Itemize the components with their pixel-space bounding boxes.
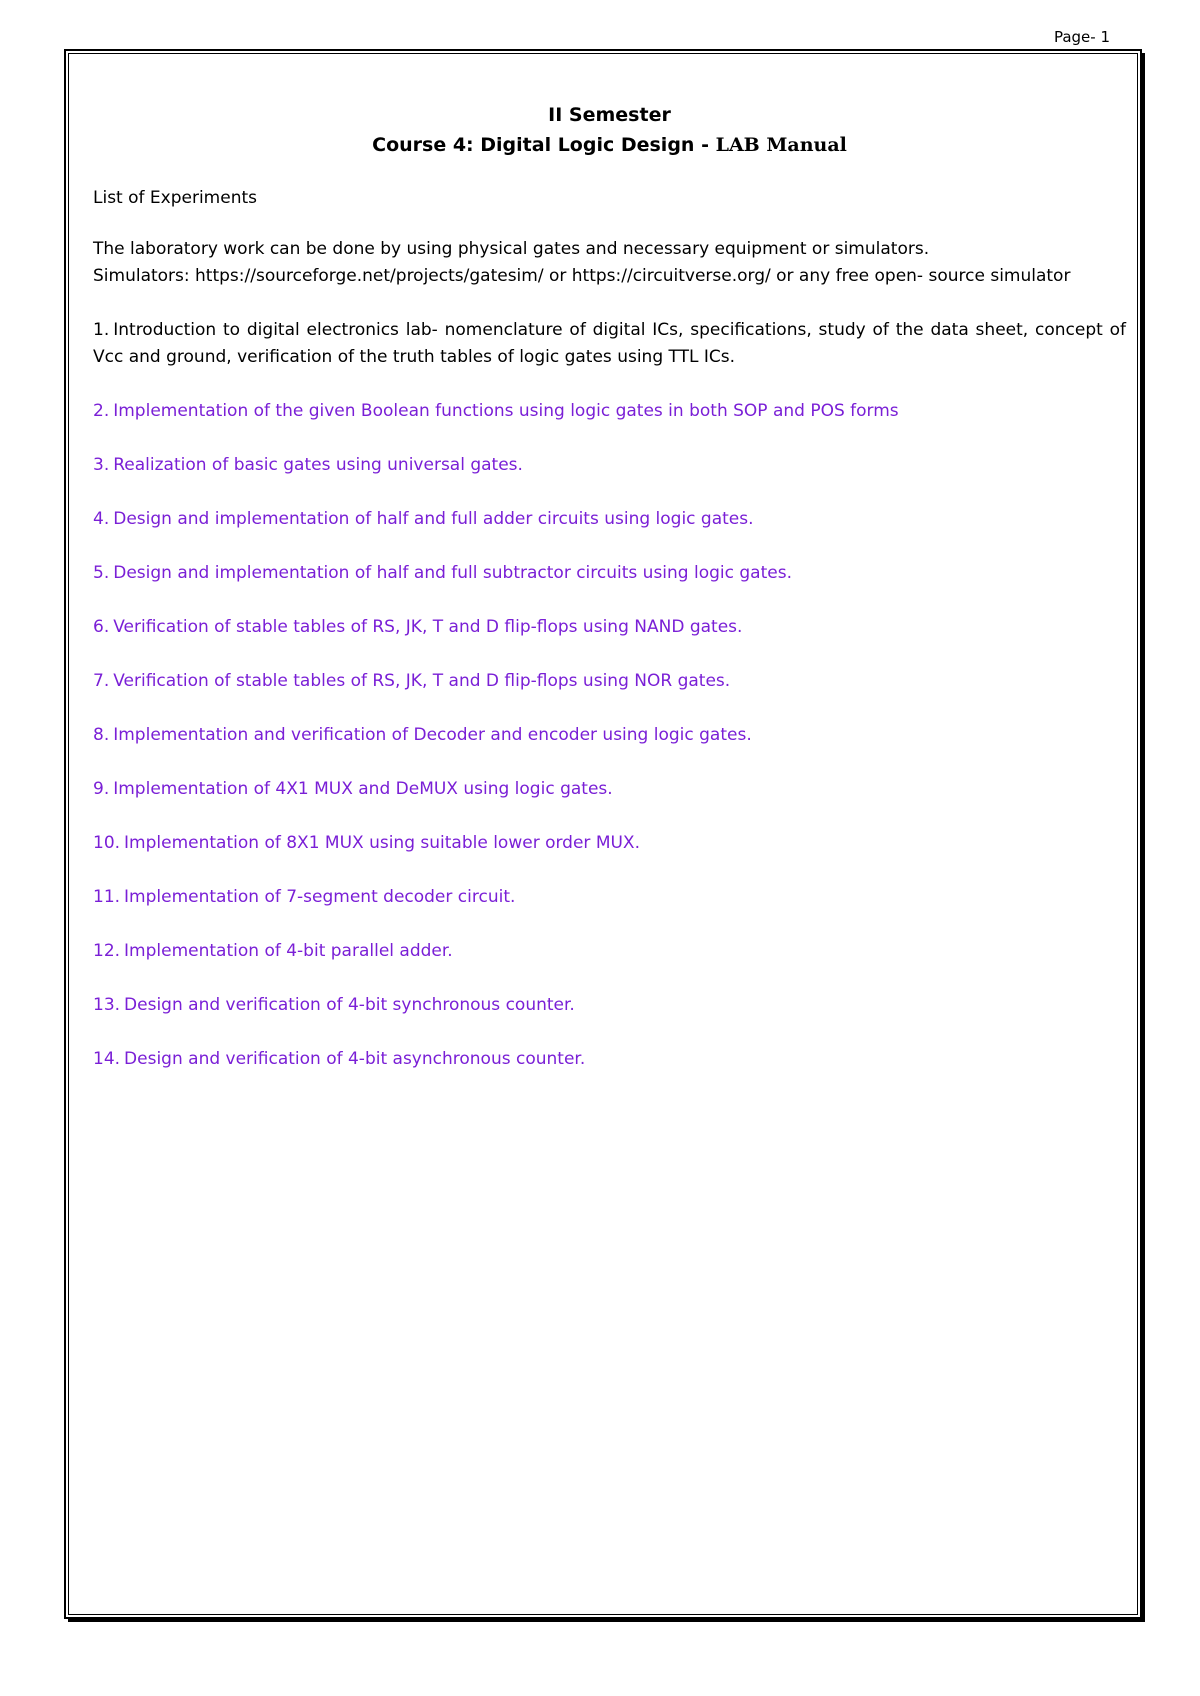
- experiment-item: [93, 317, 1126, 371]
- experiment-item: [93, 452, 1126, 479]
- experiment-number: 8.: [93, 725, 110, 745]
- experiment-item: [93, 776, 1126, 803]
- experiment-text: Realization of basic gates using universal gates.: [113, 455, 523, 475]
- experiment-item: [93, 722, 1126, 749]
- experiment-number: 6.: [93, 617, 110, 637]
- document-heading: [93, 100, 1126, 160]
- intro-text: The laboratory work can be done by using physical gates and necessary equipment or simulators.: [93, 239, 930, 259]
- course-title-main: Course 4: Digital Logic Design -: [372, 134, 716, 156]
- experiment-item: [93, 560, 1126, 587]
- page-number: Page- 1: [1053, 28, 1110, 46]
- experiment-number: 12.: [93, 941, 121, 961]
- experiment-number: 9.: [93, 779, 110, 799]
- experiment-item: [93, 668, 1126, 695]
- list-label: List of Experiments: [93, 188, 257, 208]
- experiment-item: [93, 830, 1126, 857]
- course-title: [93, 130, 1126, 160]
- course-title-tail: LAB Manual: [715, 134, 847, 156]
- experiment-item: [93, 992, 1126, 1019]
- experiment-number: 11.: [93, 887, 121, 907]
- experiment-text: Verification of stable tables of RS, JK, T and D flip-flops using NAND gates.: [113, 617, 743, 637]
- experiment-number: 5.: [93, 563, 110, 583]
- document-body: [93, 100, 1126, 1073]
- experiment-list: [93, 317, 1126, 1073]
- simulators-text: Simulators: https://sourceforge.net/projects/gatesim/ or https://circuitverse.org/ or any free open- source simulator: [93, 266, 1071, 286]
- experiment-item: [93, 614, 1126, 641]
- page-border-shadow-right: [1142, 53, 1145, 1622]
- page-border-shadow-bottom: [68, 1619, 1145, 1622]
- experiment-number: 3.: [93, 455, 110, 475]
- semester-title: II Semester: [548, 104, 671, 126]
- experiment-text: Implementation of 8X1 MUX using suitable lower order MUX.: [124, 833, 640, 853]
- experiment-item: [93, 884, 1126, 911]
- experiment-item: [93, 938, 1126, 965]
- experiment-text: Verification of stable tables of RS, JK, T and D flip-flops using NOR gates.: [113, 671, 731, 691]
- experiment-text: Design and implementation of half and full subtractor circuits using logic gates.: [113, 563, 792, 583]
- experiment-text: Implementation of 4X1 MUX and DeMUX using logic gates.: [113, 779, 613, 799]
- experiment-text: Implementation and verification of Decoder and encoder using logic gates.: [113, 725, 752, 745]
- experiment-number: 14.: [93, 1049, 121, 1069]
- experiment-item: [93, 1046, 1126, 1073]
- experiment-number: 2.: [93, 401, 110, 421]
- experiment-text: Implementation of 4-bit parallel adder.: [124, 941, 453, 961]
- experiment-item: [93, 398, 1126, 425]
- experiment-text: Design and verification of 4-bit synchronous counter.: [124, 995, 575, 1015]
- experiment-text: Design and verification of 4-bit asynchronous counter.: [124, 1049, 586, 1069]
- experiment-number: 1.: [93, 320, 110, 340]
- experiment-text: Implementation of 7-segment decoder circuit.: [124, 887, 516, 907]
- experiment-text: Introduction to digital electronics lab- nomenclature of digital ICs, specifications, study of the data sheet, concept of Vcc and ground, verification of the truth tables of logic gates using TTL ICs.: [93, 320, 1126, 367]
- experiment-number: 13.: [93, 995, 121, 1015]
- experiment-number: 10.: [93, 833, 121, 853]
- experiment-item: [93, 506, 1126, 533]
- experiment-number: 7.: [93, 671, 110, 691]
- experiment-text: Implementation of the given Boolean functions using logic gates in both SOP and POS forms: [113, 401, 899, 421]
- experiment-text: Design and implementation of half and full adder circuits using logic gates.: [113, 509, 754, 529]
- experiment-number: 4.: [93, 509, 110, 529]
